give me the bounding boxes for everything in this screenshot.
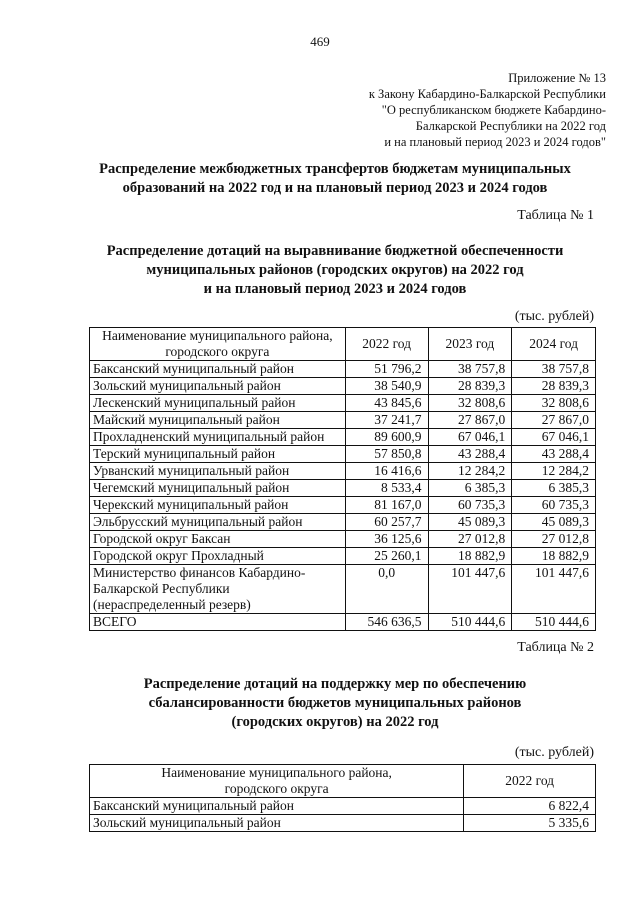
table-row [90, 815, 596, 832]
table1-header-row [90, 328, 596, 361]
table1-total-name: ВСЕГО [90, 614, 346, 631]
main-title-line: образований на 2022 год и на плановый период 2023 и 2024 годов [122, 180, 548, 196]
row-name: Баксанский муниципальный район [90, 798, 464, 815]
table-row [90, 412, 596, 429]
row-value-2024: 32 808,6 [512, 395, 596, 412]
table-row [90, 497, 596, 514]
table2-title-line: Распределение дотаций на поддержку мер по обеспечению [143, 676, 527, 692]
table1-ministry-2022: 0,0 [345, 565, 428, 614]
row-name: Баксанский муниципальный район [90, 361, 346, 378]
appendix-line: "О республиканском бюджете Кабардино- [381, 103, 606, 117]
row-name: Эльбрусский муниципальный район [90, 514, 346, 531]
row-name: Зольский муниципальный район [90, 815, 464, 832]
row-value-2022: 36 125,6 [345, 531, 428, 548]
table-row [90, 480, 596, 497]
row-name: Лескенский муниципальный район [90, 395, 346, 412]
appendix-note [300, 70, 606, 150]
row-value-2024: 27 867,0 [512, 412, 596, 429]
row-value-2022: 25 260,1 [345, 548, 428, 565]
header-name-line: Наименование муниципального района, [161, 765, 392, 780]
table1-total-2023: 510 444,6 [428, 614, 512, 631]
row-value-2023: 28 839,3 [428, 378, 512, 395]
row-value-2022: 6 822,4 [464, 798, 596, 815]
table-row [90, 798, 596, 815]
table1-body [90, 361, 596, 565]
row-value-2024: 18 882,9 [512, 548, 596, 565]
row-name: Чегемский муниципальный район [90, 480, 346, 497]
table1-header-2024: 2024 год [512, 328, 596, 361]
table1-unit: (тыс. рублей) [514, 309, 594, 324]
table1-label: Таблица № 1 [517, 208, 594, 223]
table1-total-2024: 510 444,6 [512, 614, 596, 631]
table-row [90, 378, 596, 395]
table1-header-name [90, 328, 346, 361]
table2-header-row [90, 765, 596, 798]
ministry-name-line: (нераспределенный резерв) [93, 597, 251, 612]
row-value-2022: 60 257,7 [345, 514, 428, 531]
row-value-2022: 5 335,6 [464, 815, 596, 832]
header-name-line: Наименование муниципального района, [102, 328, 333, 343]
row-value-2024: 12 284,2 [512, 463, 596, 480]
row-name: Майский муниципальный район [90, 412, 346, 429]
table1-title-line: и на плановый период 2023 и 2024 годов [203, 281, 467, 297]
row-name: Зольский муниципальный район [90, 378, 346, 395]
row-value-2024: 43 288,4 [512, 446, 596, 463]
ministry-name-line: Министерство финансов Кабардино- [93, 565, 306, 580]
row-name: Городской округ Баксан [90, 531, 346, 548]
page-number: 469 [310, 34, 330, 49]
table1-ministry-2023: 101 447,6 [428, 565, 512, 614]
row-value-2023: 38 757,8 [428, 361, 512, 378]
row-value-2023: 60 735,3 [428, 497, 512, 514]
row-name: Терский муниципальный район [90, 446, 346, 463]
table1-title-line: Распределение дотаций на выравнивание бюджетной обеспеченности [106, 243, 564, 259]
table2-title-line: сбалансированности бюджетов муниципальных районов [148, 695, 522, 711]
table-row [90, 531, 596, 548]
main-title [60, 160, 610, 198]
table-row [90, 361, 596, 378]
table1-ministry-row [90, 565, 596, 614]
row-value-2023: 32 808,6 [428, 395, 512, 412]
table-row [90, 548, 596, 565]
appendix-line: Приложение № 13 [508, 71, 606, 85]
row-value-2022: 37 241,7 [345, 412, 428, 429]
table1-ministry-2024: 101 447,6 [512, 565, 596, 614]
table1-title-line: муниципальных районов (городских округов) на 2022 год [146, 262, 524, 278]
table2-label: Таблица № 2 [517, 640, 594, 655]
row-value-2023: 45 089,3 [428, 514, 512, 531]
row-value-2024: 27 012,8 [512, 531, 596, 548]
header-name-line: городского округа [165, 344, 270, 359]
row-value-2022: 43 845,6 [345, 395, 428, 412]
row-name: Городской округ Прохладный [90, 548, 346, 565]
table1-ministry-name [90, 565, 346, 614]
table-row [90, 463, 596, 480]
table1-total-row [90, 614, 596, 631]
row-name: Прохладненский муниципальный район [90, 429, 346, 446]
table2-unit: (тыс. рублей) [514, 745, 594, 760]
table-row [90, 395, 596, 412]
row-value-2022: 81 167,0 [345, 497, 428, 514]
row-value-2023: 27 012,8 [428, 531, 512, 548]
table1-title [60, 242, 610, 299]
table-row [90, 446, 596, 463]
row-name: Черекский муниципальный район [90, 497, 346, 514]
table2-title-line: (городских округов) на 2022 год [231, 714, 439, 730]
row-value-2024: 67 046,1 [512, 429, 596, 446]
row-value-2023: 18 882,9 [428, 548, 512, 565]
ministry-name-line: Балкарской Республики [93, 581, 230, 596]
row-value-2023: 27 867,0 [428, 412, 512, 429]
table1-header-2023: 2023 год [428, 328, 512, 361]
table2-body [90, 798, 596, 832]
table2-title [60, 675, 610, 732]
row-value-2023: 67 046,1 [428, 429, 512, 446]
table2-header-name [90, 765, 464, 798]
row-value-2022: 8 533,4 [345, 480, 428, 497]
row-value-2023: 43 288,4 [428, 446, 512, 463]
table1-header-2022: 2022 год [345, 328, 428, 361]
appendix-line: к Закону Кабардино-Балкарской Республики [368, 87, 606, 101]
row-value-2022: 89 600,9 [345, 429, 428, 446]
row-value-2024: 28 839,3 [512, 378, 596, 395]
row-value-2022: 16 416,6 [345, 463, 428, 480]
table-row [90, 429, 596, 446]
row-value-2024: 6 385,3 [512, 480, 596, 497]
row-value-2022: 51 796,2 [345, 361, 428, 378]
header-name-line: городского округа [224, 781, 329, 796]
row-value-2023: 12 284,2 [428, 463, 512, 480]
row-value-2022: 57 850,8 [345, 446, 428, 463]
row-name: Урванский муниципальный район [90, 463, 346, 480]
table2-header-2022: 2022 год [464, 765, 596, 798]
table2-dotations-balance [89, 764, 596, 832]
table1-dotations-equalization [89, 327, 596, 631]
table-row [90, 514, 596, 531]
main-title-line: Распределение межбюджетных трансфертов бюджетам муниципальных [99, 161, 571, 177]
appendix-line: и на плановый период 2023 и 2024 годов" [384, 135, 606, 149]
row-value-2024: 38 757,8 [512, 361, 596, 378]
row-value-2023: 6 385,3 [428, 480, 512, 497]
appendix-line: Балкарской Республики на 2022 год [415, 119, 606, 133]
row-value-2022: 38 540,9 [345, 378, 428, 395]
row-value-2024: 60 735,3 [512, 497, 596, 514]
table1-total-2022: 546 636,5 [345, 614, 428, 631]
row-value-2024: 45 089,3 [512, 514, 596, 531]
